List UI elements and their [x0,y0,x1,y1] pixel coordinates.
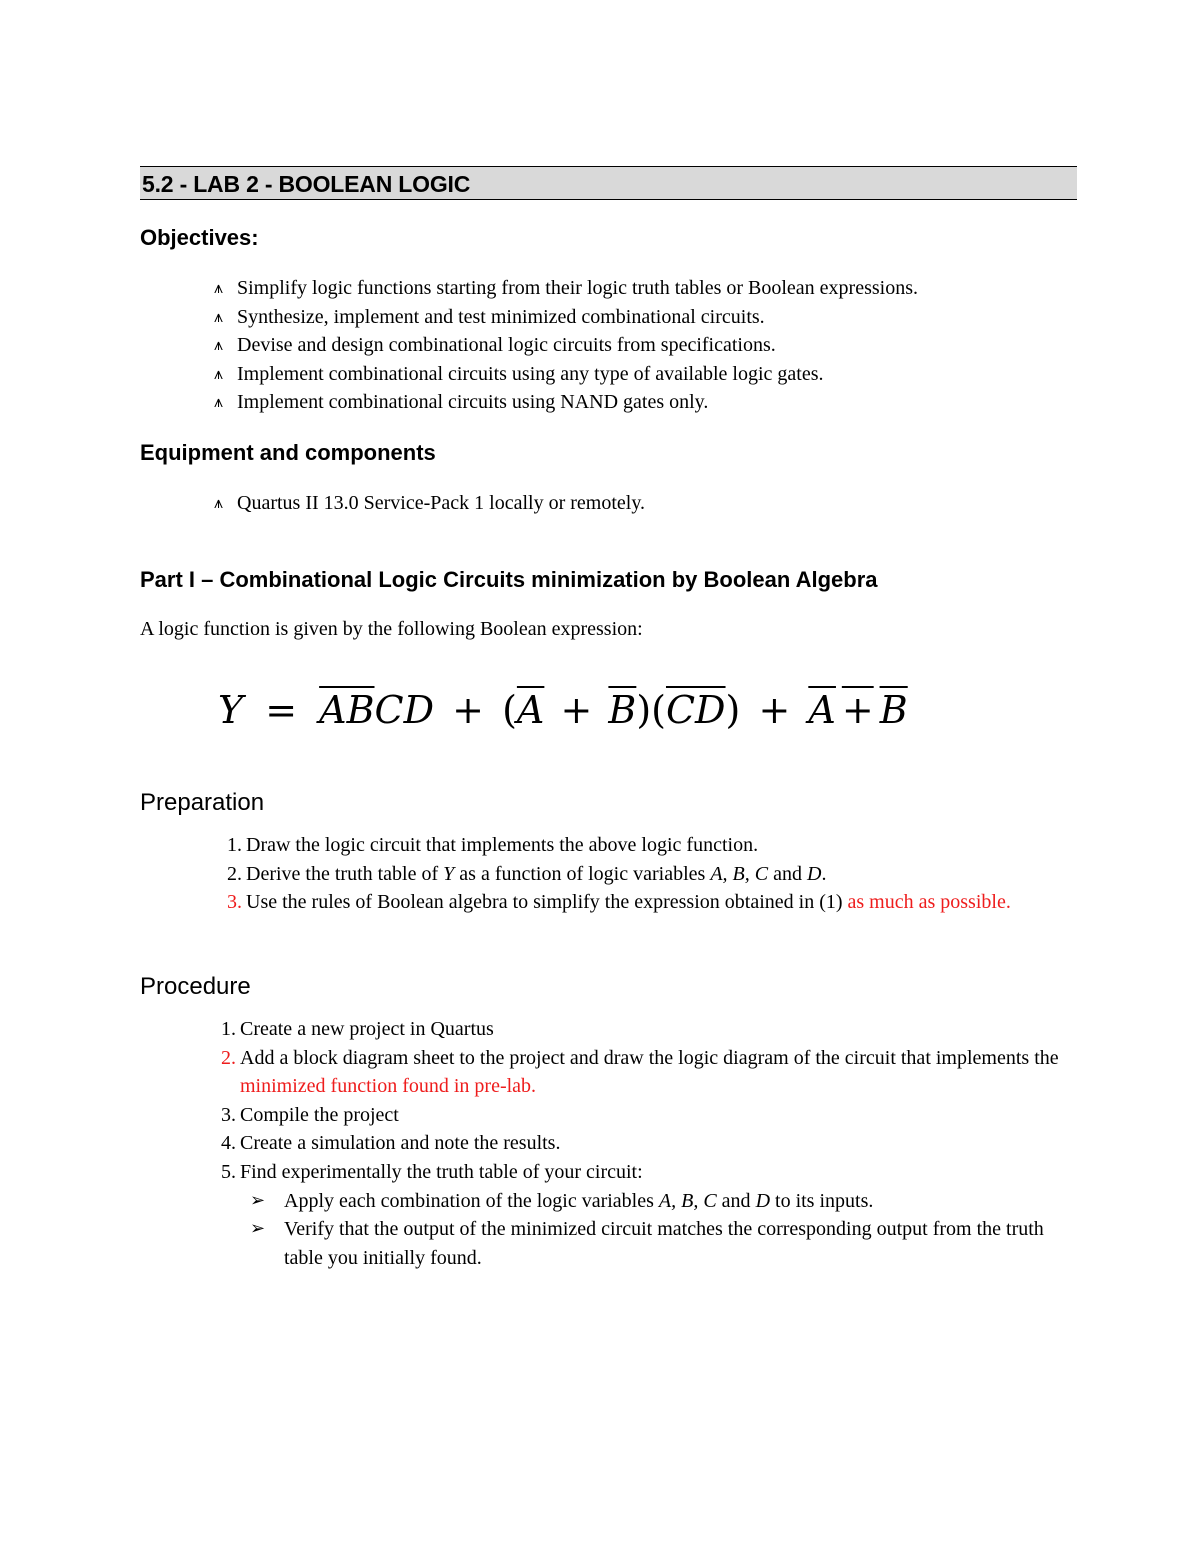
title-bar [140,166,1077,200]
equipment-heading: Equipment and components [140,440,436,465]
list-item: ⩚ Quartus II 13.0 Service-Pack 1 locally or remotely. [214,489,645,518]
objectives-list [214,274,918,417]
pointer-arrow-icon: ➢ [250,1189,266,1211]
list-item: 2. Add a block diagram sheet to the project and draw the logic diagram of the circuit that implements the minimized function found in pre-lab. [221,1046,1059,1098]
procedure-heading: Procedure [140,973,251,1000]
objectives-heading: Objectives: [140,225,259,250]
list-item: ⩚ Implement combinational circuits using NAND gates only. [214,388,918,417]
part1-heading: Part I – Combinational Logic Circuits minimization by Boolean Algebra [140,567,878,592]
list-item: ⩚ Synthesize, implement and test minimized combinational circuits. [214,303,918,332]
preparation-list [227,831,1076,917]
list-item: ⩚ Devise and design combinational logic circuits from specifications. [214,331,918,360]
equipment-list [214,489,645,518]
list-item: 5. Find experimentally the truth table of your circuit: ➢ Apply each combination of the logic variables A, B, C and D to its inputs. ➢ Verify that the output of the minimized circuit matches the corresponding output from the truth table you initially found. [240,1158,1060,1272]
procedure-sublist [240,1187,1060,1273]
list-item: 3. Compile the project [221,1103,399,1126]
list-item: ➢ Verify that the output of the minimized circuit matches the corresponding output from the truth table you initially found. [240,1215,1060,1272]
procedure-list [221,1015,1060,1272]
page-title: 5.2 - LAB 2 - BOOLEAN LOGIC [142,171,471,197]
list-item: ➢ Apply each combination of the logic variables A, B, C and D to its inputs. [240,1187,1060,1216]
part1-intro: A logic function is given by the following Boolean expression: [140,618,643,640]
arrow-bullet-icon: ⩚ [214,278,224,297]
list-item: 2. Derive the truth table of Y as a function of logic variables A, B, C and D. [227,862,827,885]
boolean-equation: $Y = \overline{AB}CD + (\overline{A} + \overline{B})(\overline{CD}) + A + B$ [218,688,908,732]
list-item: 1. Draw the logic circuit that implements the above logic function. [227,834,759,856]
list-item: ⩚ Simplify logic functions starting from their logic truth tables or Boolean expressions. [214,274,918,303]
arrow-bullet-icon: ⩚ [214,363,224,383]
negated-sum: A + B [808,688,908,732]
arrow-bullet-icon: ⩚ [214,306,224,326]
arrow-bullet-icon: ⩚ [214,493,224,512]
preparation-heading: Preparation [140,789,265,816]
pointer-arrow-icon: ➢ [250,1218,266,1240]
arrow-bullet-icon: ⩚ [214,392,224,412]
list-item: 4. Create a simulation and note the results. [221,1132,561,1155]
list-item: 3. Use the rules of Boolean algebra to simplify the expression obtained in (1) as much as possible. [227,891,1011,914]
list-item: 1. Create a new project in Quartus [221,1018,494,1040]
list-item: ⩚ Implement combinational circuits using any type of available logic gates. [214,360,918,389]
arrow-bullet-icon: ⩚ [214,335,224,355]
